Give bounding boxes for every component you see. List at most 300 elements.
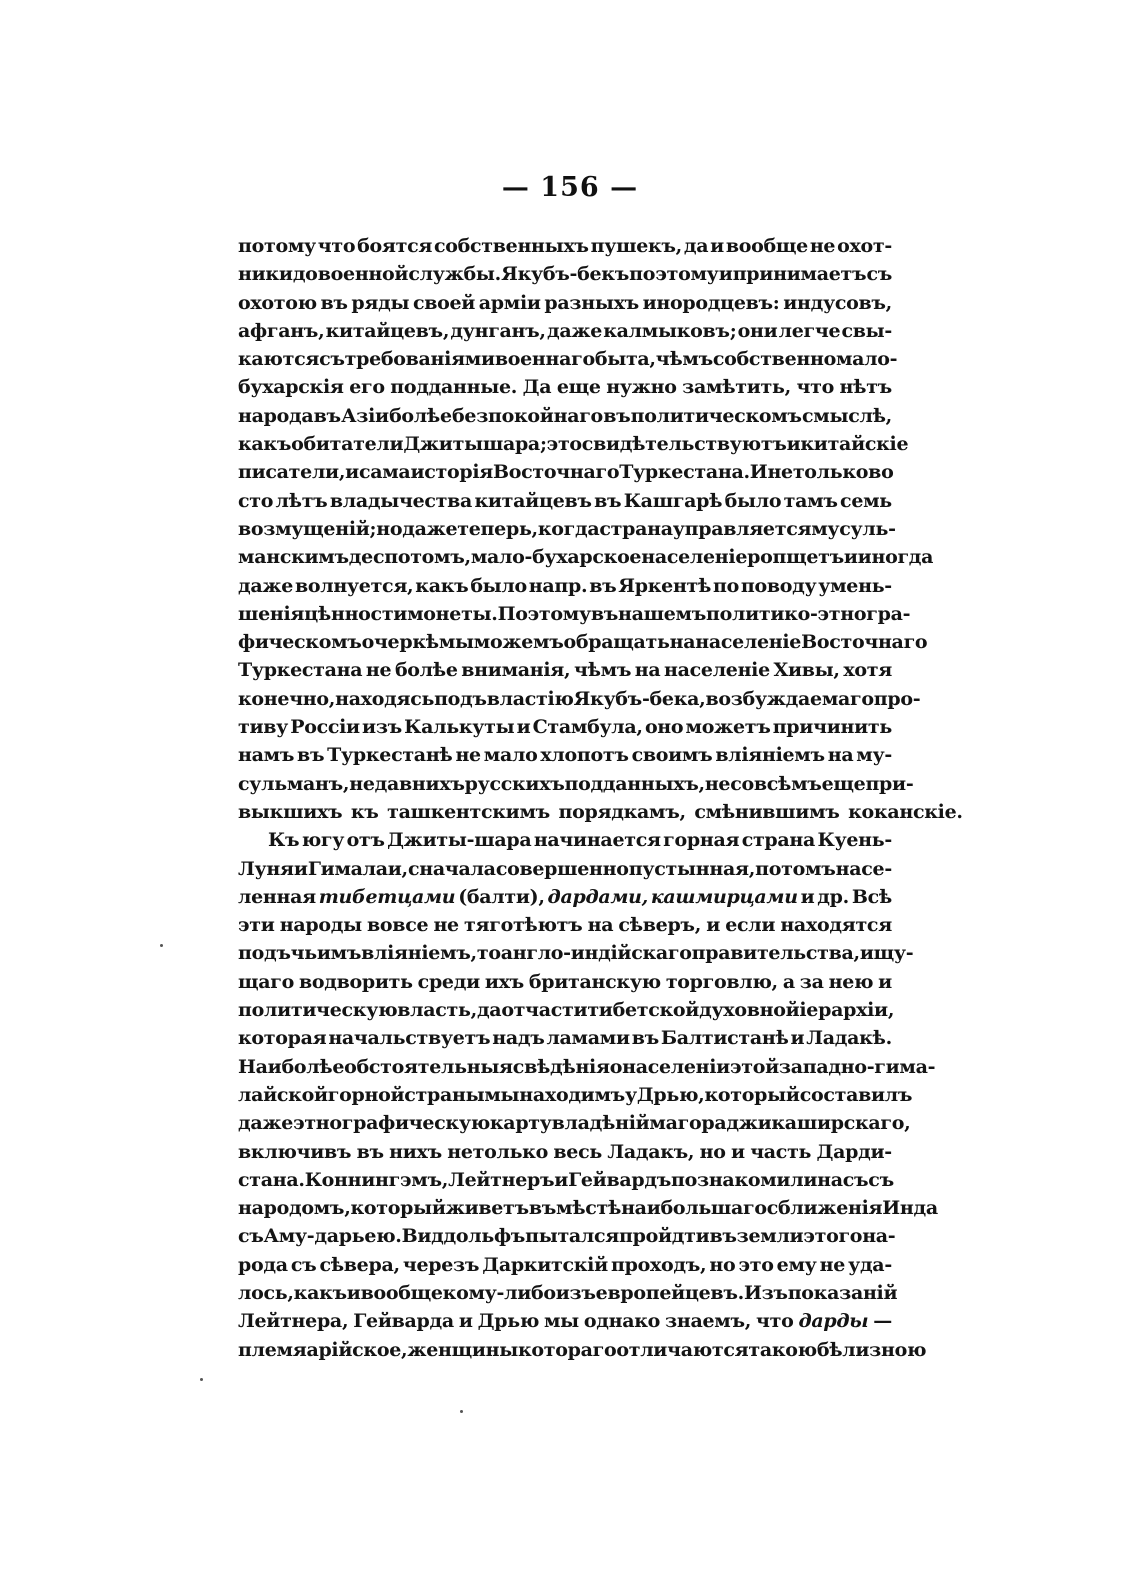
word: который [350,1197,446,1220]
word: владѣній [551,1112,650,1135]
word: этому [655,263,719,286]
word: Туркестанѣ [327,744,453,767]
word: населеніе [641,546,748,569]
word: до [292,263,318,286]
word: тибетской [587,999,700,1022]
word: отъ [346,829,385,852]
word: семь [840,489,892,512]
word: европейцевъ. [595,1281,744,1304]
word: управляется [672,517,812,540]
word: и [346,1281,361,1304]
word: подъ [238,942,291,965]
text-line [238,260,892,288]
text-line [238,458,892,486]
text-line [238,968,892,996]
word: то [476,942,501,965]
word: др. [817,885,849,908]
word: выкшихъ [238,800,343,823]
word: западно-гима- [778,1055,936,1078]
word: но [699,1140,726,1163]
word: каются [238,348,320,371]
word: деспотомъ, [348,546,471,569]
word: монеты. [407,602,498,625]
word: разныхъ [544,291,639,314]
word: духовной [699,999,800,1022]
word: манскимъ [238,546,349,569]
word: такою [748,1338,817,1361]
word: въ [356,1140,384,1163]
word: Коннингэмъ, [304,1168,449,1191]
word: горной [327,1083,405,1106]
word: страна [599,517,673,540]
word: требованіями [344,348,495,371]
word: по [629,263,656,286]
word: сначала [408,857,496,880]
word: наибольшаго [621,1197,767,1220]
word: китайскіе [800,433,909,456]
text-line [238,798,963,826]
word: писатели, [238,461,346,484]
word: даже [238,574,294,597]
word: умень- [818,574,892,597]
word: нетолько [767,461,869,484]
text-line [238,289,892,317]
word: правительства, [691,942,860,965]
word: было [470,574,527,597]
word: сѣвера, [319,1253,400,1276]
word: тяготѣютъ [464,914,583,937]
word: живетъ [445,1197,529,1220]
word: вообще [360,1281,443,1304]
word: Инда [882,1197,938,1220]
word: мы [543,1310,579,1333]
text-line [238,628,928,656]
word: кашмирцами [650,885,798,908]
word: Восточнаго [801,631,928,654]
word: нетолько [447,1140,548,1163]
word: проходъ, [610,1253,707,1276]
word: находясь [335,687,435,710]
text-line [238,1053,936,1081]
word: щаго [238,970,294,993]
word: индусовъ, [783,291,892,314]
word: ленная [238,885,316,908]
word: земли [736,1225,804,1248]
word: отчасти [501,999,588,1022]
page-number: — 156 — [501,172,639,203]
word: да [683,235,709,257]
word: не [704,772,731,795]
word: да [476,999,502,1022]
word: совершенно [495,857,629,880]
word: населеніе [664,659,770,682]
word: даже [546,319,603,342]
word: нѣтъ [839,376,892,399]
word: не [433,914,459,937]
word: поводу [740,574,817,597]
word: въ [590,602,618,625]
word: сама [358,461,411,484]
word: владычества [329,489,473,512]
word: мѣстѣ [556,1197,622,1220]
word: они [737,319,778,342]
word: сближенія [766,1197,883,1220]
word: какъ [415,574,469,597]
word: Куень- [817,829,892,852]
word: Кашгарѣ [623,489,723,512]
word: и [706,914,720,937]
word: надъ [492,1027,545,1050]
text-line [238,373,892,401]
word: обстоятельныя [344,1055,513,1078]
word: принимаетъ [732,263,867,286]
text-line [238,1194,938,1222]
word: еще [556,376,601,399]
text-line [238,855,892,883]
word: британскую [528,970,661,993]
word: страны [404,1083,485,1106]
word: Луня [238,857,294,880]
word: Дрью, [636,1083,705,1106]
word: при- [865,772,914,795]
word: афганъ, [238,319,325,342]
word: если [725,914,776,937]
word: населеніе [695,631,802,654]
word: ропщетъ [747,546,844,569]
text-line [238,1081,913,1109]
word: потомъ [755,857,836,880]
word: сто [238,489,274,512]
word: о [609,1055,623,1078]
word: находятся [780,914,892,937]
word: дарды [798,1310,869,1333]
text-line [238,656,892,684]
word: въ [297,744,325,767]
word: нихъ [389,1140,442,1163]
text-line [238,713,892,741]
word: китайцевъ, [325,319,450,342]
word: ищу- [859,942,914,965]
word: бухарскія [238,376,344,399]
word: Наиболѣе [238,1055,345,1078]
word: хлопотъ [540,744,629,767]
word: не [809,235,836,257]
word: совсѣмъ [730,772,822,795]
word: не [365,659,392,682]
word: племя [238,1338,307,1361]
word: кому-либо [442,1281,556,1304]
word: горная [663,829,740,852]
word: включивъ [238,1140,352,1163]
word: торговлю, [665,970,778,993]
word: замѣтить, [682,376,791,399]
text-line [238,1024,892,1052]
word: Даркитскій [482,1253,608,1276]
word: лось, [238,1281,294,1304]
word: обращать [563,631,670,654]
word: англо-индійскаго [500,942,692,965]
word: мусуль- [811,517,896,540]
word: русскихъ [464,772,565,795]
word: насе- [835,857,892,880]
text-line [238,1251,892,1279]
word: безпокойнаго [452,404,603,427]
word: Якубъ-бекъ [501,263,629,286]
word: Дрью [477,1310,539,1333]
word: Яркентѣ [618,574,712,597]
word: этой [729,1055,779,1078]
word: теперь, [457,517,538,540]
word: чѣмъ [573,659,632,682]
word: своей [412,291,476,314]
word: свы- [841,319,892,342]
word: и [878,970,892,993]
word: Къ [268,829,300,852]
word: и [554,1168,569,1191]
word: женщины [407,1338,518,1361]
word: магораджи [649,1112,772,1135]
word: военнаго [494,348,595,371]
word: насъ [817,1168,869,1191]
word: въ [594,489,622,512]
word: очеркѣ [361,631,439,654]
word: мало- [835,348,898,371]
word: Лейтнеръ [448,1168,555,1191]
scan-speck [200,1378,203,1381]
word: вліяніемъ [715,744,825,767]
text-line [238,515,896,543]
word: къ [350,800,379,823]
word: собственныхъ [434,235,589,257]
word: каширскаго, [771,1112,911,1135]
word: пушекъ, [590,235,682,257]
word: (балти), [458,885,545,908]
word: въ [528,1197,556,1220]
word: Гейварда [353,1310,454,1333]
word: а [782,970,795,993]
word: И [749,461,768,484]
word: съ [866,263,892,286]
word: знаемъ, [665,1310,752,1333]
word: Лейтнера, [238,1310,349,1333]
word: стана. [238,1168,305,1191]
text-line [238,345,898,373]
word: что [756,1310,794,1333]
word: ихъ [484,970,524,993]
word: подъ [434,687,487,710]
word: пытался [525,1225,620,1248]
word: во [868,461,894,484]
text-line [238,1109,911,1137]
word: и [800,885,815,908]
word: карту [489,1112,552,1135]
word: напр. [528,574,588,597]
word: мало [483,744,538,767]
word: ташкентскимъ [387,800,550,823]
text-line [238,939,914,967]
text-line [238,572,892,600]
word: Виддольфъ [401,1225,526,1248]
word: тибетцами [318,885,456,908]
word: Калькуты [404,716,515,739]
word: китайцевъ [474,489,592,512]
word: арміи [478,291,541,314]
word: на- [862,1225,896,1248]
text-line [238,402,892,430]
scan-speck [160,944,163,947]
word: и [293,857,308,880]
word: смыслѣ, [801,404,892,427]
word: и [843,546,858,569]
word: за [799,970,824,993]
word: оно [644,716,684,739]
word: эти [238,914,275,937]
word: ламами [546,1027,630,1050]
word: Ладакѣ. [806,1027,892,1050]
word: конечно, [238,687,336,710]
text-line [238,430,909,458]
word: возмущеній; [238,517,377,540]
text-line [238,911,892,939]
word: ряды [351,291,410,314]
word: хотя [843,659,892,682]
word: политическую [238,999,398,1022]
word: своимъ [631,744,713,767]
word: Ладакъ, [607,1140,695,1163]
word: мало-бухарское [470,546,642,569]
word: недавнихъ [349,772,465,795]
word: водворить [298,970,413,993]
word: въ [589,574,617,597]
word: нашемъ [618,602,707,625]
word: рода [238,1253,288,1276]
word: показаній [787,1281,898,1304]
word: въ [320,291,348,314]
word: охотою [238,291,317,314]
word: калмыковъ; [603,319,737,342]
word: начинается [533,829,661,852]
word: болѣе [394,659,458,682]
word: но [376,517,403,540]
text-line [238,232,892,260]
word: Туркестана [238,659,363,682]
word: нужно [606,376,677,399]
word: не [819,1253,845,1276]
word: тиву [238,716,289,739]
word: въ [603,404,631,427]
word: пустынная, [628,857,756,880]
word: чьимъ [290,942,362,965]
word: фическомъ [238,631,362,654]
word: тамъ [783,489,838,512]
word: нею [828,970,874,993]
word: сѣверъ, [618,914,702,937]
word: пройдти [619,1225,710,1248]
word: быта, [594,348,656,371]
word: среди [417,970,480,993]
word: Гейвардъ [568,1168,672,1191]
text-line [238,317,892,345]
word: Россіи [290,716,360,739]
text-line [238,685,921,713]
word: арійское, [306,1338,408,1361]
word: службы. [408,263,501,286]
word: страна [741,829,816,852]
word: даже [402,517,458,540]
word: сульманъ, [238,772,350,795]
text-line [238,996,895,1024]
word: этнографическую [293,1112,490,1135]
word: причинить [772,716,892,739]
word: это [546,433,582,456]
word: му- [856,744,892,767]
word: еще [821,772,866,795]
word: обитатели [291,433,404,456]
word: можетъ [685,716,771,739]
word: легче [778,319,841,342]
word: лайской [238,1083,328,1106]
word: съ [238,1225,264,1248]
word: Дарди- [816,1140,892,1163]
word: и [345,461,359,484]
word: ему [776,1253,817,1276]
word: цѣнности [304,602,408,625]
word: часть [750,1140,812,1163]
word: на [827,744,854,767]
word: волнуется, [294,574,414,597]
word: Балтистанѣ [660,1027,789,1050]
word: Да [522,376,552,399]
word: боятся [357,235,433,257]
word: вліяніемъ, [361,942,477,965]
text-line [238,826,892,854]
word: черезъ [402,1253,480,1276]
word: Восточнаго [493,461,620,484]
word: отличаются [616,1338,749,1361]
word: на [634,659,661,682]
text-line [238,487,892,515]
word: когда [537,517,600,540]
word: въ [709,1225,737,1248]
word: уда- [848,1253,892,1276]
word: намъ [238,744,295,767]
word: про- [873,687,921,710]
word: исторія [410,461,493,484]
text-line [238,1138,892,1166]
word: его [349,376,385,399]
word: охот- [837,235,892,257]
text-line [238,1279,898,1307]
word: властію [486,687,574,710]
word: народы [279,914,362,937]
word: потому [238,235,316,257]
word: Аму-дарьею. [263,1225,402,1248]
word: Гималаи, [307,857,408,880]
word: подданные. [390,376,518,399]
word: военной [317,263,409,286]
word: власть, [397,999,477,1022]
scan-speck [460,1410,463,1413]
text-line [238,883,892,911]
word: Джиты-шара [387,829,532,852]
word: Поэтому [497,602,591,625]
word: Стамбула, [532,716,643,739]
word: и [790,1027,805,1050]
word: и [731,1140,745,1163]
word: дунганъ, [450,319,546,342]
word: съ [319,348,345,371]
word: на [669,631,696,654]
